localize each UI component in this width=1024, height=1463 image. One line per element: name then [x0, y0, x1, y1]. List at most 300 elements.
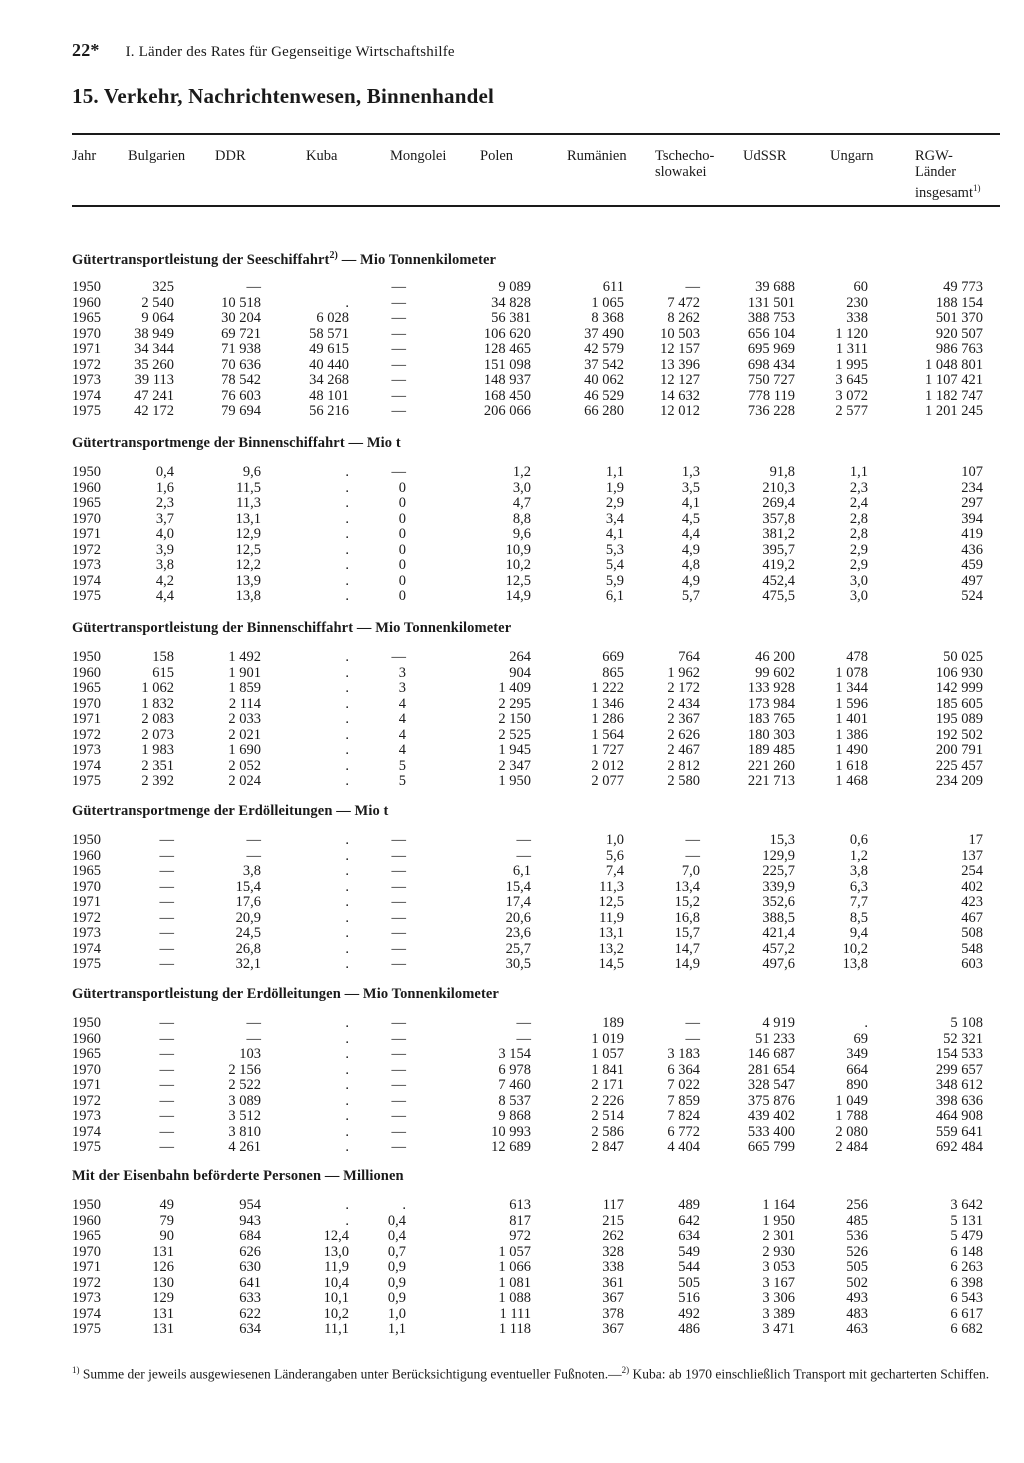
value-cell: 2 012: [591, 757, 624, 774]
value-cell: —: [246, 847, 261, 864]
value-cell: 1 057: [498, 1243, 531, 1260]
value-cell: 5,6: [605, 847, 624, 864]
value-cell: 972: [509, 1228, 531, 1244]
value-cell: 325: [152, 279, 174, 295]
value-cell: 58 571: [309, 325, 349, 342]
value-cell: 2 172: [667, 680, 700, 696]
value-cell: 1 107 421: [925, 372, 983, 388]
value-cell: 526: [846, 1243, 868, 1260]
year-cell: 1973: [72, 557, 101, 573]
value-cell: 1 182 747: [925, 387, 983, 404]
value-cell: 7 460: [498, 1077, 531, 1093]
value-cell: 352,6: [762, 894, 795, 910]
value-cell: 14,9: [674, 956, 700, 972]
value-cell: .: [345, 557, 349, 573]
value-cell: 1 727: [591, 742, 624, 758]
value-cell: 10 518: [221, 294, 261, 311]
value-cell: —: [391, 279, 406, 295]
value-cell: 497: [961, 572, 983, 589]
value-cell: 695 969: [747, 341, 795, 357]
value-cell: 388,5: [762, 909, 795, 926]
value-cell: 1 386: [835, 726, 868, 743]
value-cell: 8,8: [512, 510, 531, 527]
table-row: [0, 1291, 1024, 1306]
value-cell: 52 321: [943, 1030, 983, 1047]
value-cell: 4: [398, 711, 406, 727]
value-cell: 10 993: [491, 1123, 531, 1140]
value-cell: 1,0: [605, 832, 624, 848]
value-cell: —: [159, 847, 174, 864]
value-cell: 7 859: [667, 1092, 700, 1109]
value-cell: 254: [961, 863, 983, 879]
value-cell: 634: [239, 1321, 261, 1337]
value-cell: 439 402: [747, 1108, 795, 1124]
value-cell: 2 083: [141, 711, 174, 727]
value-cell: 890: [846, 1077, 868, 1093]
value-cell: .: [345, 847, 349, 864]
year-cell: 1965: [72, 680, 101, 696]
value-cell: 10,2: [323, 1305, 349, 1322]
value-cell: 5,4: [605, 557, 624, 573]
value-cell: —: [159, 956, 174, 972]
value-cell: 4,4: [155, 588, 174, 604]
value-cell: 1 995: [835, 356, 868, 373]
value-cell: 13,1: [598, 925, 624, 941]
value-cell: 3,8: [242, 863, 261, 879]
value-cell: 0: [398, 557, 406, 573]
table-top-rule: [72, 133, 1000, 135]
value-cell: .: [345, 1077, 349, 1093]
value-cell: 9,4: [849, 925, 868, 941]
value-cell: 3 471: [762, 1321, 795, 1337]
value-cell: 9,6: [242, 464, 261, 480]
value-cell: 1 401: [835, 711, 868, 727]
value-cell: —: [516, 832, 531, 848]
value-cell: —: [159, 1077, 174, 1093]
value-cell: —: [391, 1061, 406, 1078]
value-cell: —: [159, 1030, 174, 1047]
value-cell: —: [685, 847, 700, 864]
value-cell: 419: [961, 526, 983, 542]
year-cell: 1960: [72, 664, 101, 681]
value-cell: 14,7: [674, 940, 700, 957]
value-cell: 533 400: [747, 1123, 795, 1140]
value-cell: 206 066: [483, 403, 531, 419]
table-row: [0, 942, 1024, 957]
value-cell: 106 620: [483, 325, 531, 342]
value-cell: 3 306: [762, 1290, 795, 1306]
value-cell: 7 824: [667, 1108, 700, 1124]
value-cell: 986 763: [935, 341, 983, 357]
section-title-0: Gütertransportleistung der Seeschiffahrt$^{2)}$ — Mio Tonnenkilometer: [72, 250, 497, 268]
value-cell: —: [159, 1123, 174, 1140]
value-cell: 421,4: [762, 925, 795, 941]
value-cell: 1 490: [835, 742, 868, 758]
table-row: [0, 774, 1024, 789]
value-cell: 2 024: [228, 773, 261, 789]
value-cell: —: [159, 1015, 174, 1031]
value-cell: 943: [239, 1212, 261, 1229]
value-cell: .: [345, 510, 349, 527]
table-row: [0, 1214, 1024, 1229]
value-cell: 8 537: [498, 1092, 531, 1109]
value-cell: 2 077: [591, 773, 624, 789]
value-cell: 2,8: [849, 510, 868, 527]
value-cell: 1 048 801: [925, 356, 983, 373]
value-cell: .: [345, 1197, 349, 1213]
year-cell: 1965: [72, 310, 101, 326]
value-cell: —: [159, 940, 174, 957]
value-cell: 381,2: [762, 526, 795, 542]
value-cell: 4,2: [155, 572, 174, 589]
value-cell: 15,3: [769, 832, 795, 848]
value-cell: 189: [602, 1015, 624, 1031]
value-cell: 750 727: [747, 372, 795, 388]
value-cell: 12,4: [323, 1228, 349, 1244]
value-cell: —: [246, 279, 261, 295]
value-cell: 1 950: [762, 1212, 795, 1229]
value-cell: 375 876: [747, 1092, 795, 1109]
value-cell: 6,1: [512, 863, 531, 879]
value-cell: 622: [239, 1305, 261, 1322]
table-row: [0, 1016, 1024, 1031]
value-cell: —: [391, 649, 406, 665]
value-cell: 35 260: [134, 356, 174, 373]
value-cell: 4 404: [667, 1139, 700, 1155]
value-cell: 0: [398, 479, 406, 496]
value-cell: 4,5: [681, 510, 700, 527]
value-cell: 47 241: [134, 387, 174, 404]
year-cell: 1971: [72, 894, 101, 910]
value-cell: 15,4: [235, 878, 261, 895]
value-cell: 234 209: [935, 773, 983, 789]
value-cell: 1 078: [835, 664, 868, 681]
value-cell: 0,6: [849, 832, 868, 848]
value-cell: 24,5: [235, 925, 261, 941]
value-cell: 262: [602, 1228, 624, 1244]
value-cell: 1 841: [591, 1061, 624, 1078]
value-cell: .: [345, 940, 349, 957]
value-cell: 225,7: [762, 863, 795, 879]
table-row: [0, 650, 1024, 665]
value-cell: 611: [602, 279, 624, 295]
table-row: [0, 833, 1024, 848]
value-cell: 17,4: [505, 894, 531, 910]
value-cell: 9 064: [141, 310, 174, 326]
value-cell: .: [345, 526, 349, 542]
value-cell: 48 101: [309, 387, 349, 404]
value-cell: 1 066: [498, 1259, 531, 1275]
year-cell: 1975: [72, 956, 101, 972]
value-cell: 10 503: [660, 325, 700, 342]
value-cell: 3,0: [512, 479, 531, 496]
value-cell: 9 868: [498, 1108, 531, 1124]
value-cell: 9 089: [498, 279, 531, 295]
value-cell: 2 930: [762, 1243, 795, 1260]
value-cell: 49: [159, 1197, 174, 1213]
year-cell: 1973: [72, 925, 101, 941]
value-cell: 2 812: [667, 757, 700, 774]
value-cell: 200 791: [935, 742, 983, 758]
value-cell: 4,9: [681, 572, 700, 589]
value-cell: 630: [239, 1259, 261, 1275]
column-header-6: Rumänien: [567, 148, 627, 164]
table-row: [0, 342, 1024, 357]
value-cell: 129: [152, 1290, 174, 1306]
value-cell: 2 484: [835, 1139, 868, 1155]
value-cell: 626: [239, 1243, 261, 1260]
value-cell: 3 053: [762, 1259, 795, 1275]
table-row: [0, 911, 1024, 926]
value-cell: .: [345, 894, 349, 910]
value-cell: —: [516, 1015, 531, 1031]
value-cell: 0: [398, 541, 406, 558]
value-cell: —: [159, 832, 174, 848]
value-cell: 665 799: [747, 1139, 795, 1155]
value-cell: 8,5: [849, 909, 868, 926]
value-cell: 79 694: [221, 403, 261, 419]
value-cell: —: [391, 1092, 406, 1109]
value-cell: 6 682: [950, 1321, 983, 1337]
year-cell: 1973: [72, 1290, 101, 1306]
value-cell: 1,1: [387, 1321, 406, 1337]
value-cell: 10,4: [323, 1274, 349, 1291]
value-cell: 5,3: [605, 541, 624, 558]
value-cell: 2 351: [141, 757, 174, 774]
section-title-5: Mit der Eisenbahn beförderte Personen — Millionen: [72, 1168, 404, 1184]
value-cell: .: [345, 1015, 349, 1031]
footnote-mark-1: 1): [72, 1365, 80, 1375]
value-cell: 4,9: [681, 541, 700, 558]
value-cell: —: [391, 1123, 406, 1140]
value-cell: 0: [398, 495, 406, 511]
value-cell: 3 089: [228, 1092, 261, 1109]
value-cell: 154 533: [935, 1046, 983, 1062]
value-cell: —: [391, 341, 406, 357]
value-cell: 13,4: [674, 878, 700, 895]
value-cell: .: [345, 863, 349, 879]
value-cell: —: [246, 1015, 261, 1031]
value-cell: 1 832: [141, 695, 174, 712]
value-cell: 8 262: [667, 310, 700, 326]
section-title-2: Gütertransportleistung der Binnenschiffahrt — Mio Tonnenkilometer: [72, 620, 512, 636]
year-cell: 1974: [72, 940, 101, 957]
value-cell: 338: [602, 1259, 624, 1275]
value-cell: 1 346: [591, 695, 624, 712]
value-cell: 10,2: [505, 557, 531, 573]
value-cell: 817: [509, 1212, 531, 1229]
value-cell: 419,2: [762, 557, 795, 573]
value-cell: 99 602: [755, 664, 795, 681]
value-cell: 297: [961, 495, 983, 511]
table-row: [0, 1245, 1024, 1260]
value-cell: 3 642: [950, 1197, 983, 1213]
value-cell: —: [246, 1030, 261, 1047]
year-cell: 1972: [72, 1274, 101, 1291]
value-cell: 2,9: [849, 557, 868, 573]
column-header-7: Tschecho- slowakei: [655, 148, 715, 180]
table-row: [0, 280, 1024, 295]
table-row: [0, 512, 1024, 527]
value-cell: 14,9: [505, 588, 531, 604]
value-cell: 0: [398, 572, 406, 589]
value-cell: —: [391, 356, 406, 373]
value-cell: —: [159, 1092, 174, 1109]
table-row: [0, 1307, 1024, 1322]
value-cell: 483: [846, 1305, 868, 1322]
value-cell: 4,1: [681, 495, 700, 511]
value-cell: 388 753: [747, 310, 795, 326]
value-cell: .: [345, 956, 349, 972]
table-row: [0, 895, 1024, 910]
value-cell: 615: [152, 664, 174, 681]
value-cell: 117: [602, 1197, 624, 1213]
value-cell: 0,9: [387, 1259, 406, 1275]
value-cell: 508: [961, 925, 983, 941]
value-cell: 4 261: [228, 1139, 261, 1155]
value-cell: 2 540: [141, 294, 174, 311]
value-cell: —: [391, 372, 406, 388]
value-cell: 23,6: [505, 925, 531, 941]
value-cell: 1 065: [591, 294, 624, 311]
value-cell: 5 479: [950, 1228, 983, 1244]
value-cell: 12,5: [598, 894, 624, 910]
value-cell: 1 950: [498, 773, 531, 789]
value-cell: 168 450: [483, 387, 531, 404]
table-row: [0, 681, 1024, 696]
table-row: [0, 1063, 1024, 1078]
value-cell: 920 507: [935, 325, 983, 342]
value-cell: 395,7: [762, 541, 795, 558]
year-cell: 1974: [72, 1123, 101, 1140]
value-cell: 46 529: [584, 387, 624, 404]
value-cell: 137: [961, 847, 983, 864]
value-cell: 7 022: [667, 1077, 700, 1093]
value-cell: 2 525: [498, 726, 531, 743]
value-cell: .: [345, 1092, 349, 1109]
year-cell: 1972: [72, 1092, 101, 1109]
value-cell: 3 512: [228, 1108, 261, 1124]
value-cell: 7 472: [667, 294, 700, 311]
value-cell: —: [391, 847, 406, 864]
value-cell: 3,4: [605, 510, 624, 527]
value-cell: 13,8: [842, 956, 868, 972]
value-cell: 148 937: [483, 372, 531, 388]
year-cell: 1960: [72, 847, 101, 864]
value-cell: 1 081: [498, 1274, 531, 1291]
table-row: [0, 849, 1024, 864]
year-cell: 1974: [72, 757, 101, 774]
value-cell: 4,8: [681, 557, 700, 573]
value-cell: 131 501: [747, 294, 795, 311]
value-cell: .: [345, 1046, 349, 1062]
value-cell: 32,1: [235, 956, 261, 972]
value-cell: 3: [398, 664, 406, 681]
value-cell: 6 263: [950, 1259, 983, 1275]
value-cell: 2,4: [849, 495, 868, 511]
value-cell: 501 370: [935, 310, 983, 326]
value-cell: —: [159, 925, 174, 941]
value-cell: 6 398: [950, 1274, 983, 1291]
section-title-3: Gütertransportmenge der Erdölleitungen — Mio t: [72, 803, 389, 819]
value-cell: 457,2: [762, 940, 795, 957]
table-row: [0, 481, 1024, 496]
value-cell: 2 847: [591, 1139, 624, 1155]
table-row: [0, 589, 1024, 604]
year-cell: 1950: [72, 1015, 101, 1031]
value-cell: .: [345, 1030, 349, 1047]
value-cell: 158: [152, 649, 174, 665]
year-cell: 1973: [72, 742, 101, 758]
value-cell: 180 303: [747, 726, 795, 743]
value-cell: 2 514: [591, 1108, 624, 1124]
value-cell: 8 368: [591, 310, 624, 326]
value-cell: —: [685, 279, 700, 295]
value-cell: .: [345, 479, 349, 496]
value-cell: —: [391, 1030, 406, 1047]
value-cell: 12 689: [491, 1139, 531, 1155]
table-row: [0, 1125, 1024, 1140]
value-cell: —: [391, 1139, 406, 1155]
value-cell: .: [345, 1139, 349, 1155]
value-cell: 10,9: [505, 541, 531, 558]
value-cell: 536: [846, 1228, 868, 1244]
year-cell: 1975: [72, 773, 101, 789]
value-cell: .: [345, 680, 349, 696]
value-cell: 60: [853, 279, 868, 295]
value-cell: 46 200: [755, 649, 795, 665]
value-cell: —: [246, 832, 261, 848]
value-cell: 6 543: [950, 1290, 983, 1306]
value-cell: 103: [239, 1046, 261, 1062]
value-cell: 357,8: [762, 510, 795, 527]
value-cell: 0,9: [387, 1274, 406, 1291]
value-cell: 1 945: [498, 742, 531, 758]
value-cell: 146 687: [747, 1046, 795, 1062]
year-cell: 1965: [72, 863, 101, 879]
value-cell: —: [685, 832, 700, 848]
value-cell: 56 216: [309, 403, 349, 419]
value-cell: 131: [152, 1243, 174, 1260]
value-cell: 38 949: [134, 325, 174, 342]
value-cell: 69 721: [221, 325, 261, 342]
value-cell: 0,4: [387, 1228, 406, 1244]
value-cell: 0: [398, 510, 406, 527]
table-header-rule: [72, 205, 1000, 207]
value-cell: 2 577: [835, 403, 868, 419]
table-row: [0, 1198, 1024, 1213]
value-cell: 684: [239, 1228, 261, 1244]
value-cell: 1 057: [591, 1046, 624, 1062]
year-cell: 1973: [72, 372, 101, 388]
value-cell: 6 148: [950, 1243, 983, 1260]
value-cell: 11,3: [599, 878, 624, 895]
value-cell: 14 632: [660, 387, 700, 404]
value-cell: —: [159, 863, 174, 879]
value-cell: .: [345, 742, 349, 758]
value-cell: —: [391, 1015, 406, 1031]
page-number: 22*: [72, 40, 100, 60]
value-cell: 20,9: [235, 909, 261, 926]
value-cell: 2 367: [667, 711, 700, 727]
value-cell: 3,7: [155, 510, 174, 527]
value-cell: 338: [846, 310, 868, 326]
value-cell: 37 542: [584, 356, 624, 373]
value-cell: .: [345, 495, 349, 511]
value-cell: .: [345, 878, 349, 895]
year-cell: 1972: [72, 909, 101, 926]
table-row: [0, 527, 1024, 542]
